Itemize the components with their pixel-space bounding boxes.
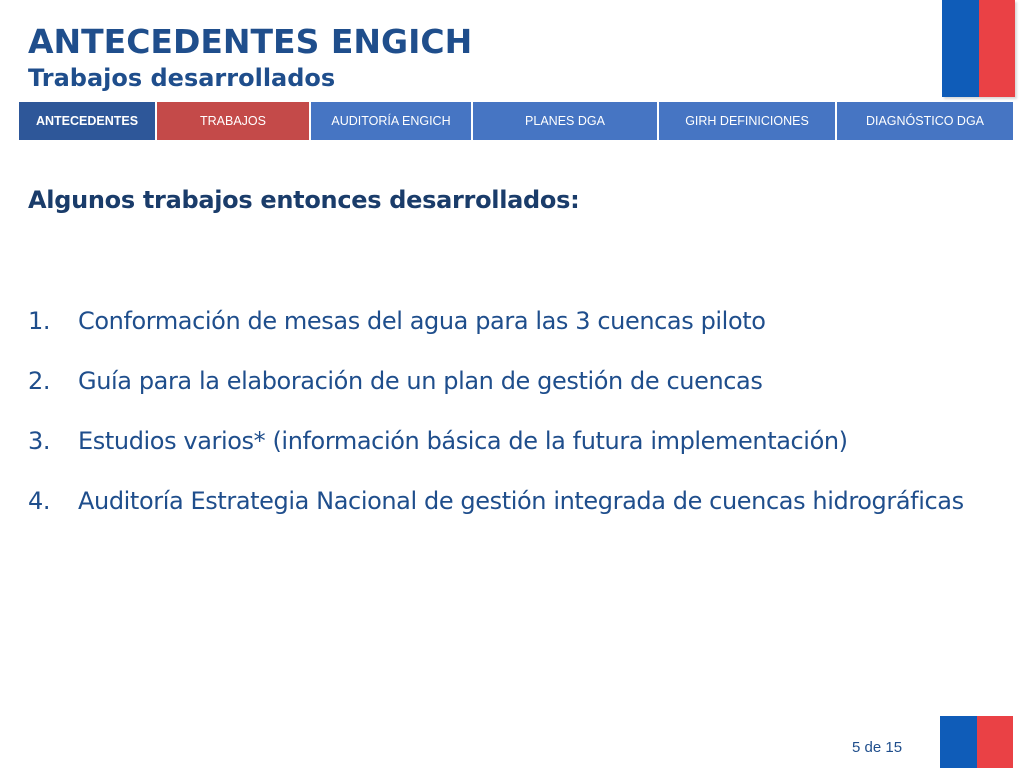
list-number: 2. — [28, 367, 51, 395]
tab-planes-dga[interactable]: PLANES DGA — [473, 102, 657, 140]
list-number: 3. — [28, 427, 51, 455]
content-heading: Algunos trabajos entonces desarrollados: — [28, 186, 580, 214]
tab-diagnostico-dga[interactable]: DIAGNÓSTICO DGA — [837, 102, 1013, 140]
page-number: 5 de 15 — [852, 739, 903, 756]
gobierno-logo — [942, 0, 1015, 97]
list-item — [28, 487, 964, 547]
tab-antecedentes[interactable]: ANTECEDENTES — [19, 102, 155, 140]
list-number: 4. — [28, 487, 51, 515]
logo-red-band — [977, 716, 1014, 768]
list-number: 1. — [28, 307, 51, 335]
tab-trabajos[interactable]: TRABAJOS — [157, 102, 309, 140]
list-text: Estudios varios* (información básica de la futura implementación) — [78, 427, 848, 455]
list-text: Guía para la elaboración de un plan de gestión de cuencas — [78, 367, 763, 395]
list-text: Conformación de mesas del agua para las 3 cuencas piloto — [78, 307, 766, 335]
list-text: Auditoría Estrategia Nacional de gestión integrada de cuencas hidrográficas — [78, 487, 964, 515]
list-item — [28, 307, 964, 367]
logo-red-band — [979, 0, 1016, 97]
tab-girh-definiciones[interactable]: GIRH DEFINICIONES — [659, 102, 835, 140]
logo-blue-band — [942, 0, 979, 97]
slide-subtitle: Trabajos desarrollados — [28, 64, 336, 92]
footer-logo — [940, 716, 1013, 768]
section-nav — [19, 102, 1013, 140]
slide-title: ANTECEDENTES ENGICH — [28, 22, 473, 61]
works-list — [28, 307, 964, 547]
tab-auditoria-engich[interactable]: AUDITORÍA ENGICH — [311, 102, 471, 140]
list-item — [28, 367, 964, 427]
list-item — [28, 427, 964, 487]
logo-blue-band — [940, 716, 977, 768]
